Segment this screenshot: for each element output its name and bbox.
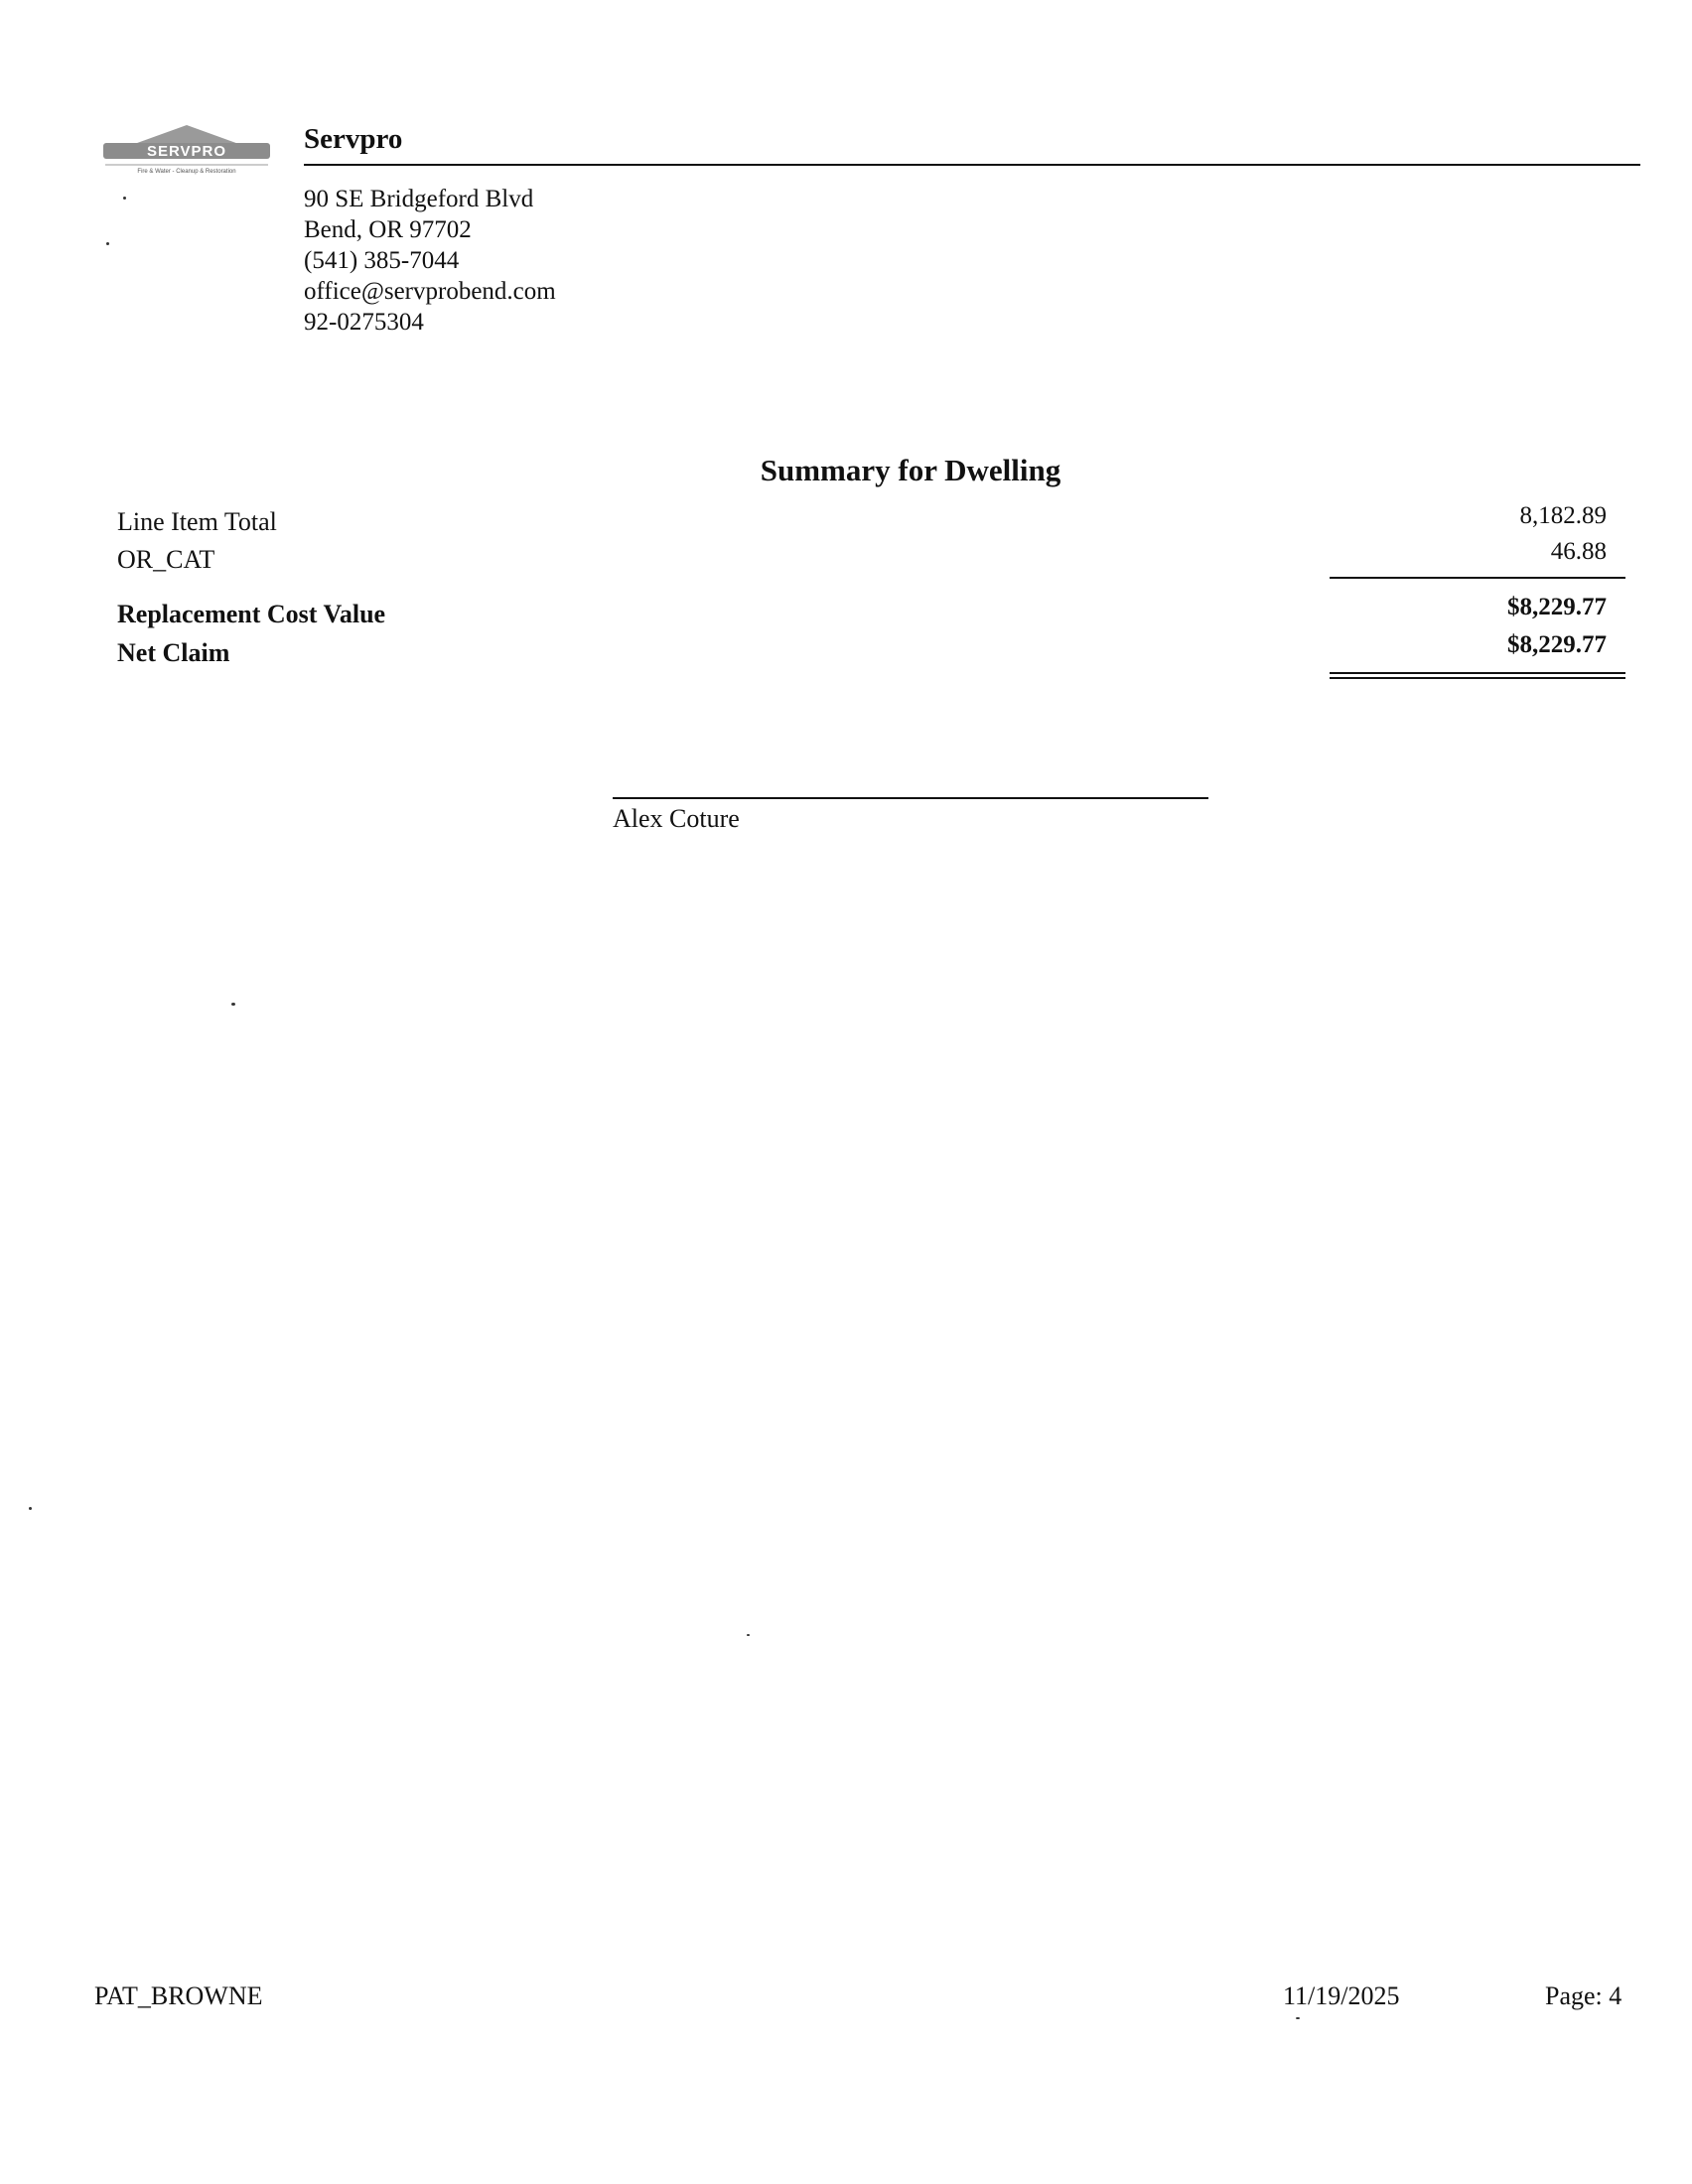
- address-tax-id: 92-0275304: [304, 309, 424, 336]
- svg-text:Fire & Water - Cleanup & Resto: Fire & Water - Cleanup & Restoration: [137, 169, 236, 175]
- scan-speck: [106, 242, 109, 245]
- label-replacement-cost-value: Replacement Cost Value: [117, 600, 386, 628]
- footer-page-number: Page: 4: [1545, 1981, 1622, 2010]
- company-name: Servpro: [304, 123, 403, 155]
- scan-speck: [123, 197, 126, 200]
- servpro-logo: [97, 121, 276, 177]
- scan-speck: [29, 1507, 32, 1510]
- signer-name: Alex Coture: [613, 804, 740, 833]
- value-replacement-cost-value: $8,229.77: [1507, 594, 1607, 620]
- subtotal-rule: [1330, 577, 1625, 579]
- address-phone: (541) 385-7044: [304, 247, 460, 274]
- scan-speck: [1296, 2017, 1300, 2019]
- value-or-cat: 46.88: [1550, 538, 1607, 565]
- svg-text:SERVPRO: SERVPRO: [146, 143, 227, 160]
- address-street: 90 SE Bridgeford Blvd: [304, 186, 534, 212]
- scan-speck: [231, 1003, 235, 1006]
- footer-estimate-name: PAT_BROWNE: [94, 1981, 263, 2010]
- summary-title: Summary for Dwelling: [760, 453, 1061, 487]
- address-city: Bend, OR 97702: [304, 216, 472, 243]
- total-double-rule: [1330, 672, 1625, 679]
- label-or-cat: OR_CAT: [117, 545, 215, 574]
- scan-speck: [747, 1634, 750, 1636]
- value-net-claim: $8,229.77: [1507, 631, 1607, 658]
- signature-line: [613, 797, 1208, 799]
- label-net-claim: Net Claim: [117, 638, 230, 667]
- value-line-item-total: 8,182.89: [1519, 502, 1607, 529]
- label-line-item-total: Line Item Total: [117, 507, 277, 536]
- company-address: [304, 184, 556, 338]
- footer-date: 11/19/2025: [1283, 1981, 1400, 2010]
- header-rule: [304, 164, 1640, 166]
- address-email: office@servprobend.com: [304, 278, 556, 305]
